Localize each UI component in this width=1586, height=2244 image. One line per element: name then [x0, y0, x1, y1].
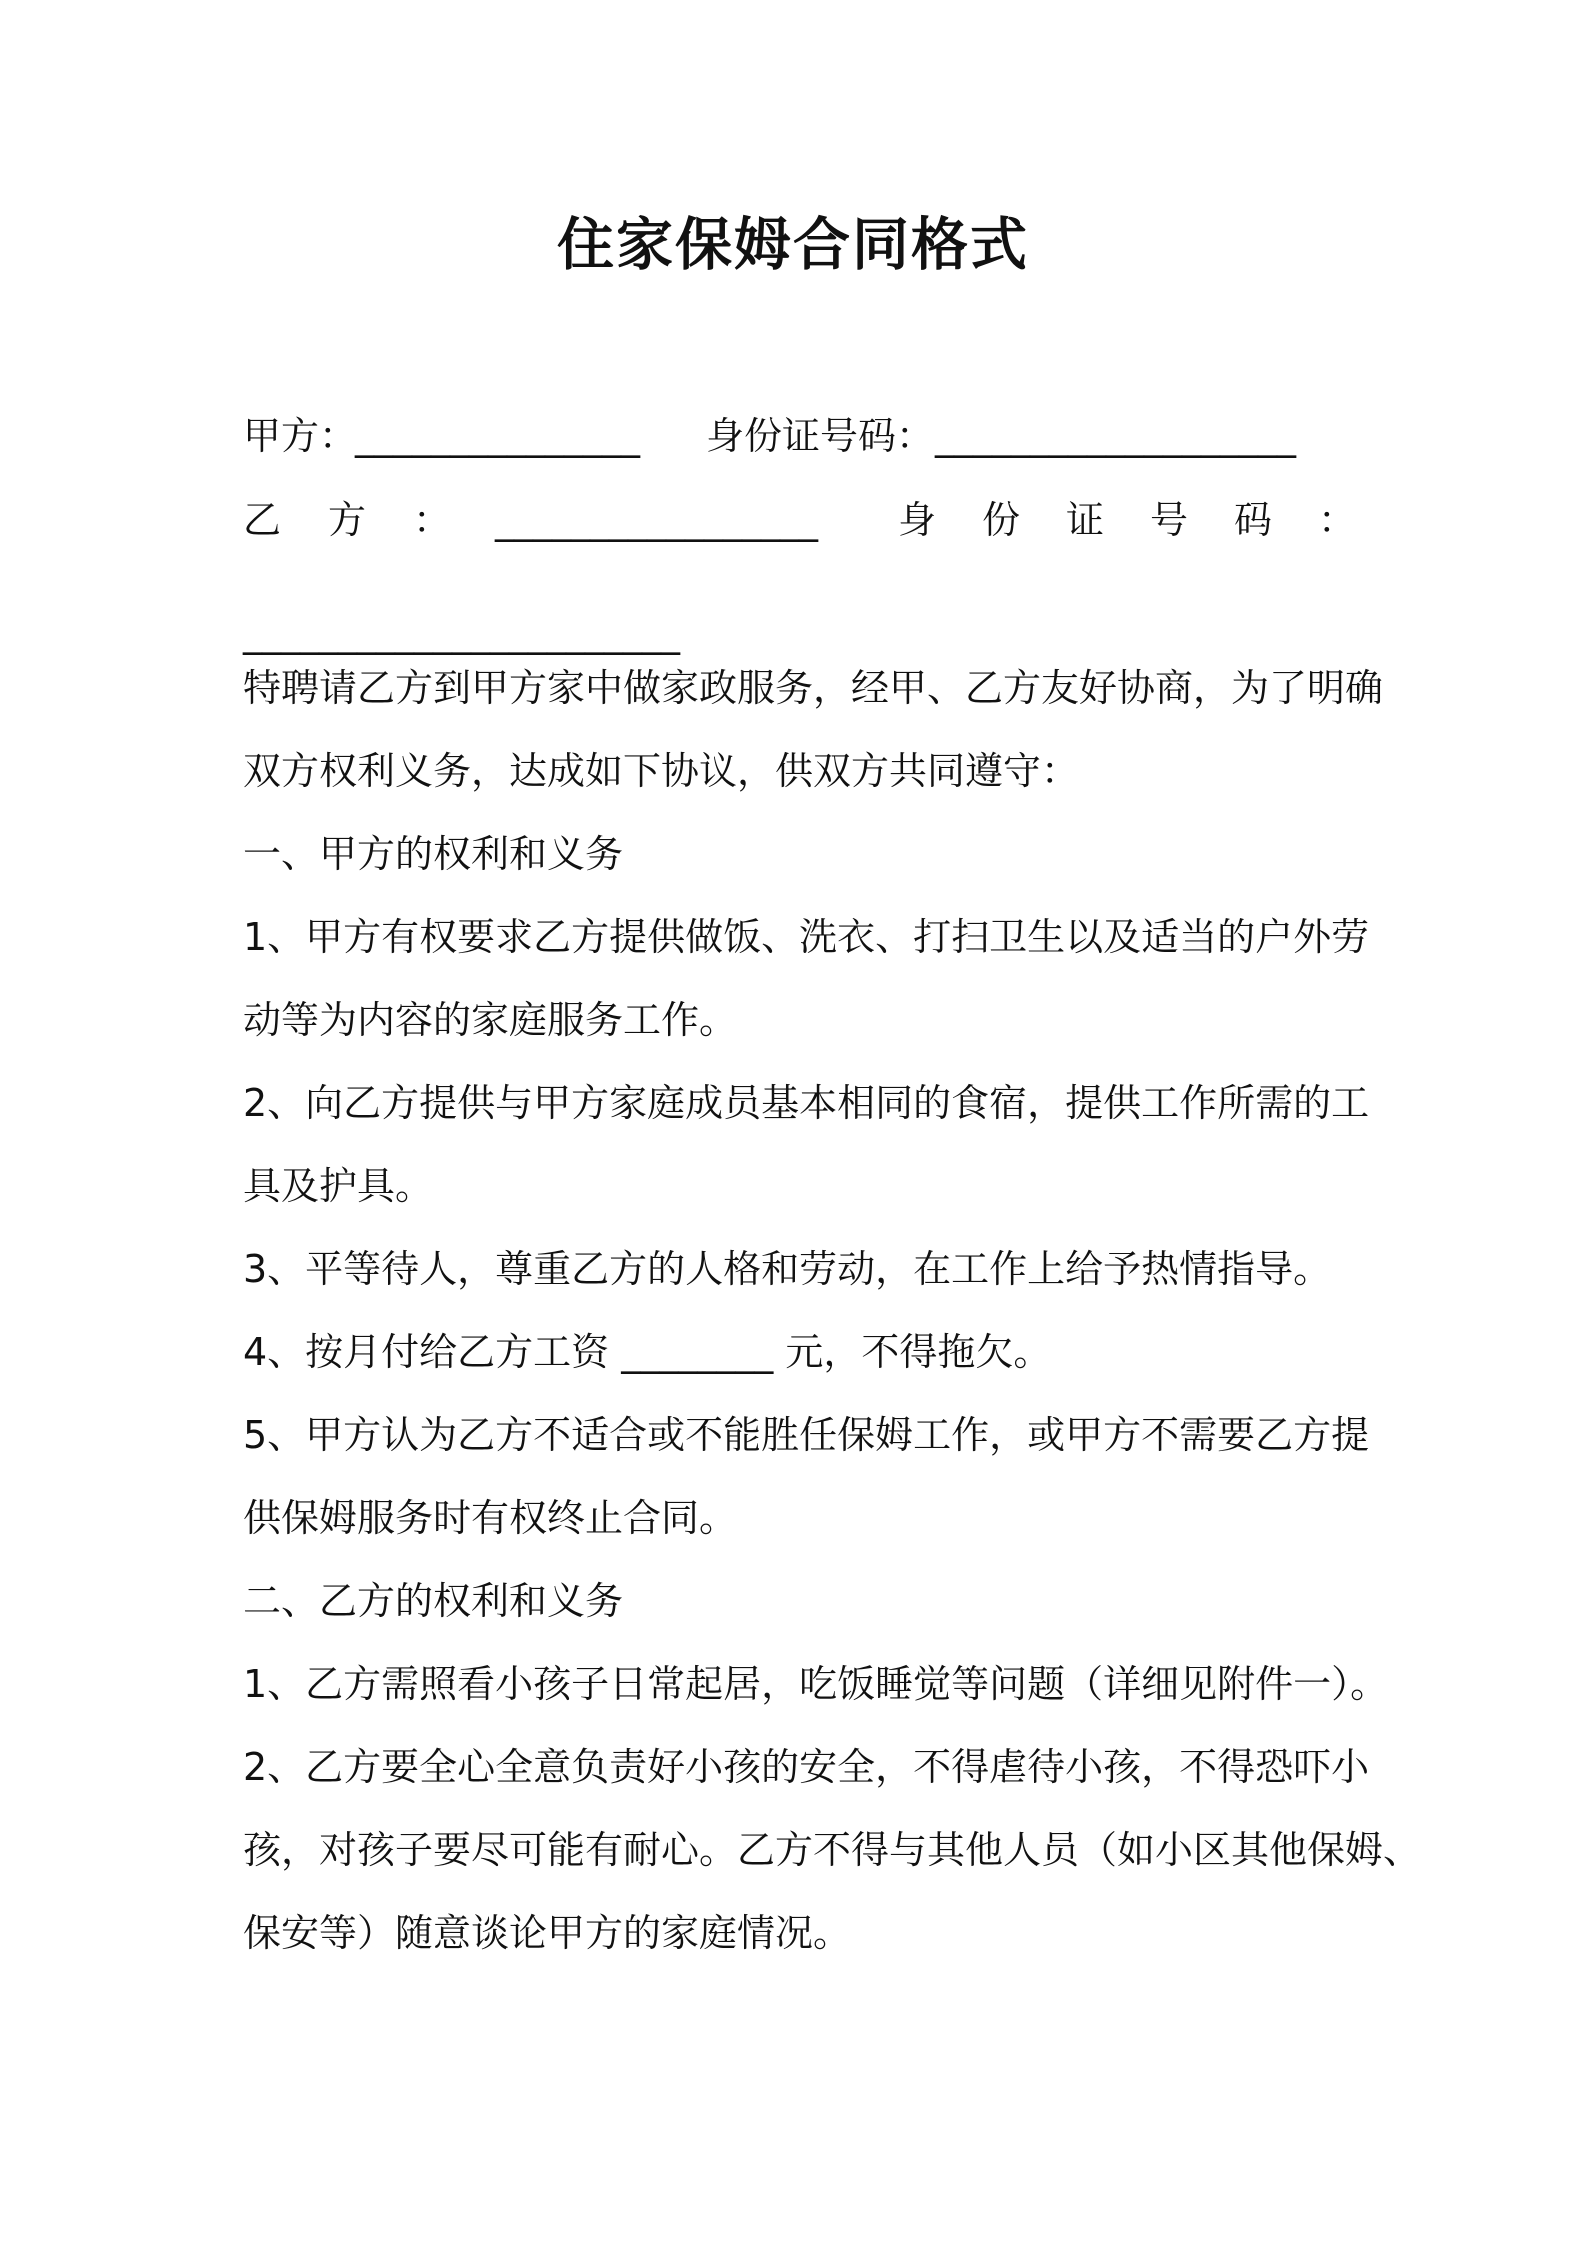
- party-b-name-blank: _________________: [495, 498, 818, 542]
- clause-line: 1、甲方有权要求乙方提供做饭、洗衣、打扫卫生以及适当的户外劳: [243, 915, 1370, 959]
- section-heading: 二、乙方的权利和义务: [243, 1579, 624, 1623]
- clause-line: 孩，对孩子要尽可能有耐心。乙方不得与其他人员（如小区其他保姆、: [243, 1828, 1422, 1872]
- body-paragraph-line: 特聘请乙方到甲方家中做家政服务，经甲、乙方友好协商，为了明确: [243, 666, 1384, 710]
- party-b-id-label-char: 号: [1150, 498, 1189, 542]
- clause-line: 具及护具。: [243, 1164, 434, 1208]
- party-b-label-char: ：: [413, 498, 452, 542]
- clause-line: 5、甲方认为乙方不适合或不能胜任保姆工作，或甲方不需要乙方提: [243, 1413, 1370, 1457]
- party-b-id-blank: _______________________: [243, 611, 680, 655]
- clause-line: 1、乙方需照看小孩子日常起居，吃饭睡觉等问题（详细见附件一）。: [243, 1662, 1389, 1706]
- clause-line: 3、平等待人，尊重乙方的人格和劳动，在工作上给予热情指导。: [243, 1247, 1332, 1291]
- clause-line: 供保姆服务时有权终止合同。: [243, 1496, 738, 1540]
- clause-line: 4、按月付给乙方工资 ________ 元，不得拖欠。: [243, 1330, 1052, 1374]
- party-b-label-char: 方: [328, 498, 367, 542]
- party-b-id-label-char: 份: [982, 498, 1021, 542]
- party-a-name-blank: _______________: [355, 414, 640, 458]
- body-paragraph-line: 双方权利义务，达成如下协议，供双方共同遵守：: [243, 749, 1080, 793]
- party-a-id-blank: ___________________: [935, 414, 1296, 458]
- party-a-id-label: 身份证号码：: [706, 414, 935, 458]
- clause-line: 2、向乙方提供与甲方家庭成员基本相同的食宿，提供工作所需的工: [243, 1081, 1370, 1125]
- party-b-id-label-char: 证: [1066, 498, 1105, 542]
- party-b-id-label-char: ：: [1318, 498, 1357, 542]
- party-a-label: 甲方：: [243, 414, 358, 458]
- clause-line: 保安等）随意谈论甲方的家庭情况。: [243, 1911, 852, 1955]
- party-b-row: [243, 492, 1357, 548]
- party-b-id-label-char: 码: [1234, 498, 1273, 542]
- party-b-label-char: 乙: [243, 498, 282, 542]
- section-heading: 一、甲方的权利和义务: [243, 832, 624, 876]
- document-title: 住家保姆合同格式: [557, 212, 1029, 278]
- clause-line: 2、乙方要全心全意负责好小孩的安全，不得虐待小孩，不得恐吓小: [243, 1745, 1370, 1789]
- clause-line: 动等为内容的家庭服务工作。: [243, 998, 738, 1042]
- party-b-id-label-char: 身: [898, 498, 937, 542]
